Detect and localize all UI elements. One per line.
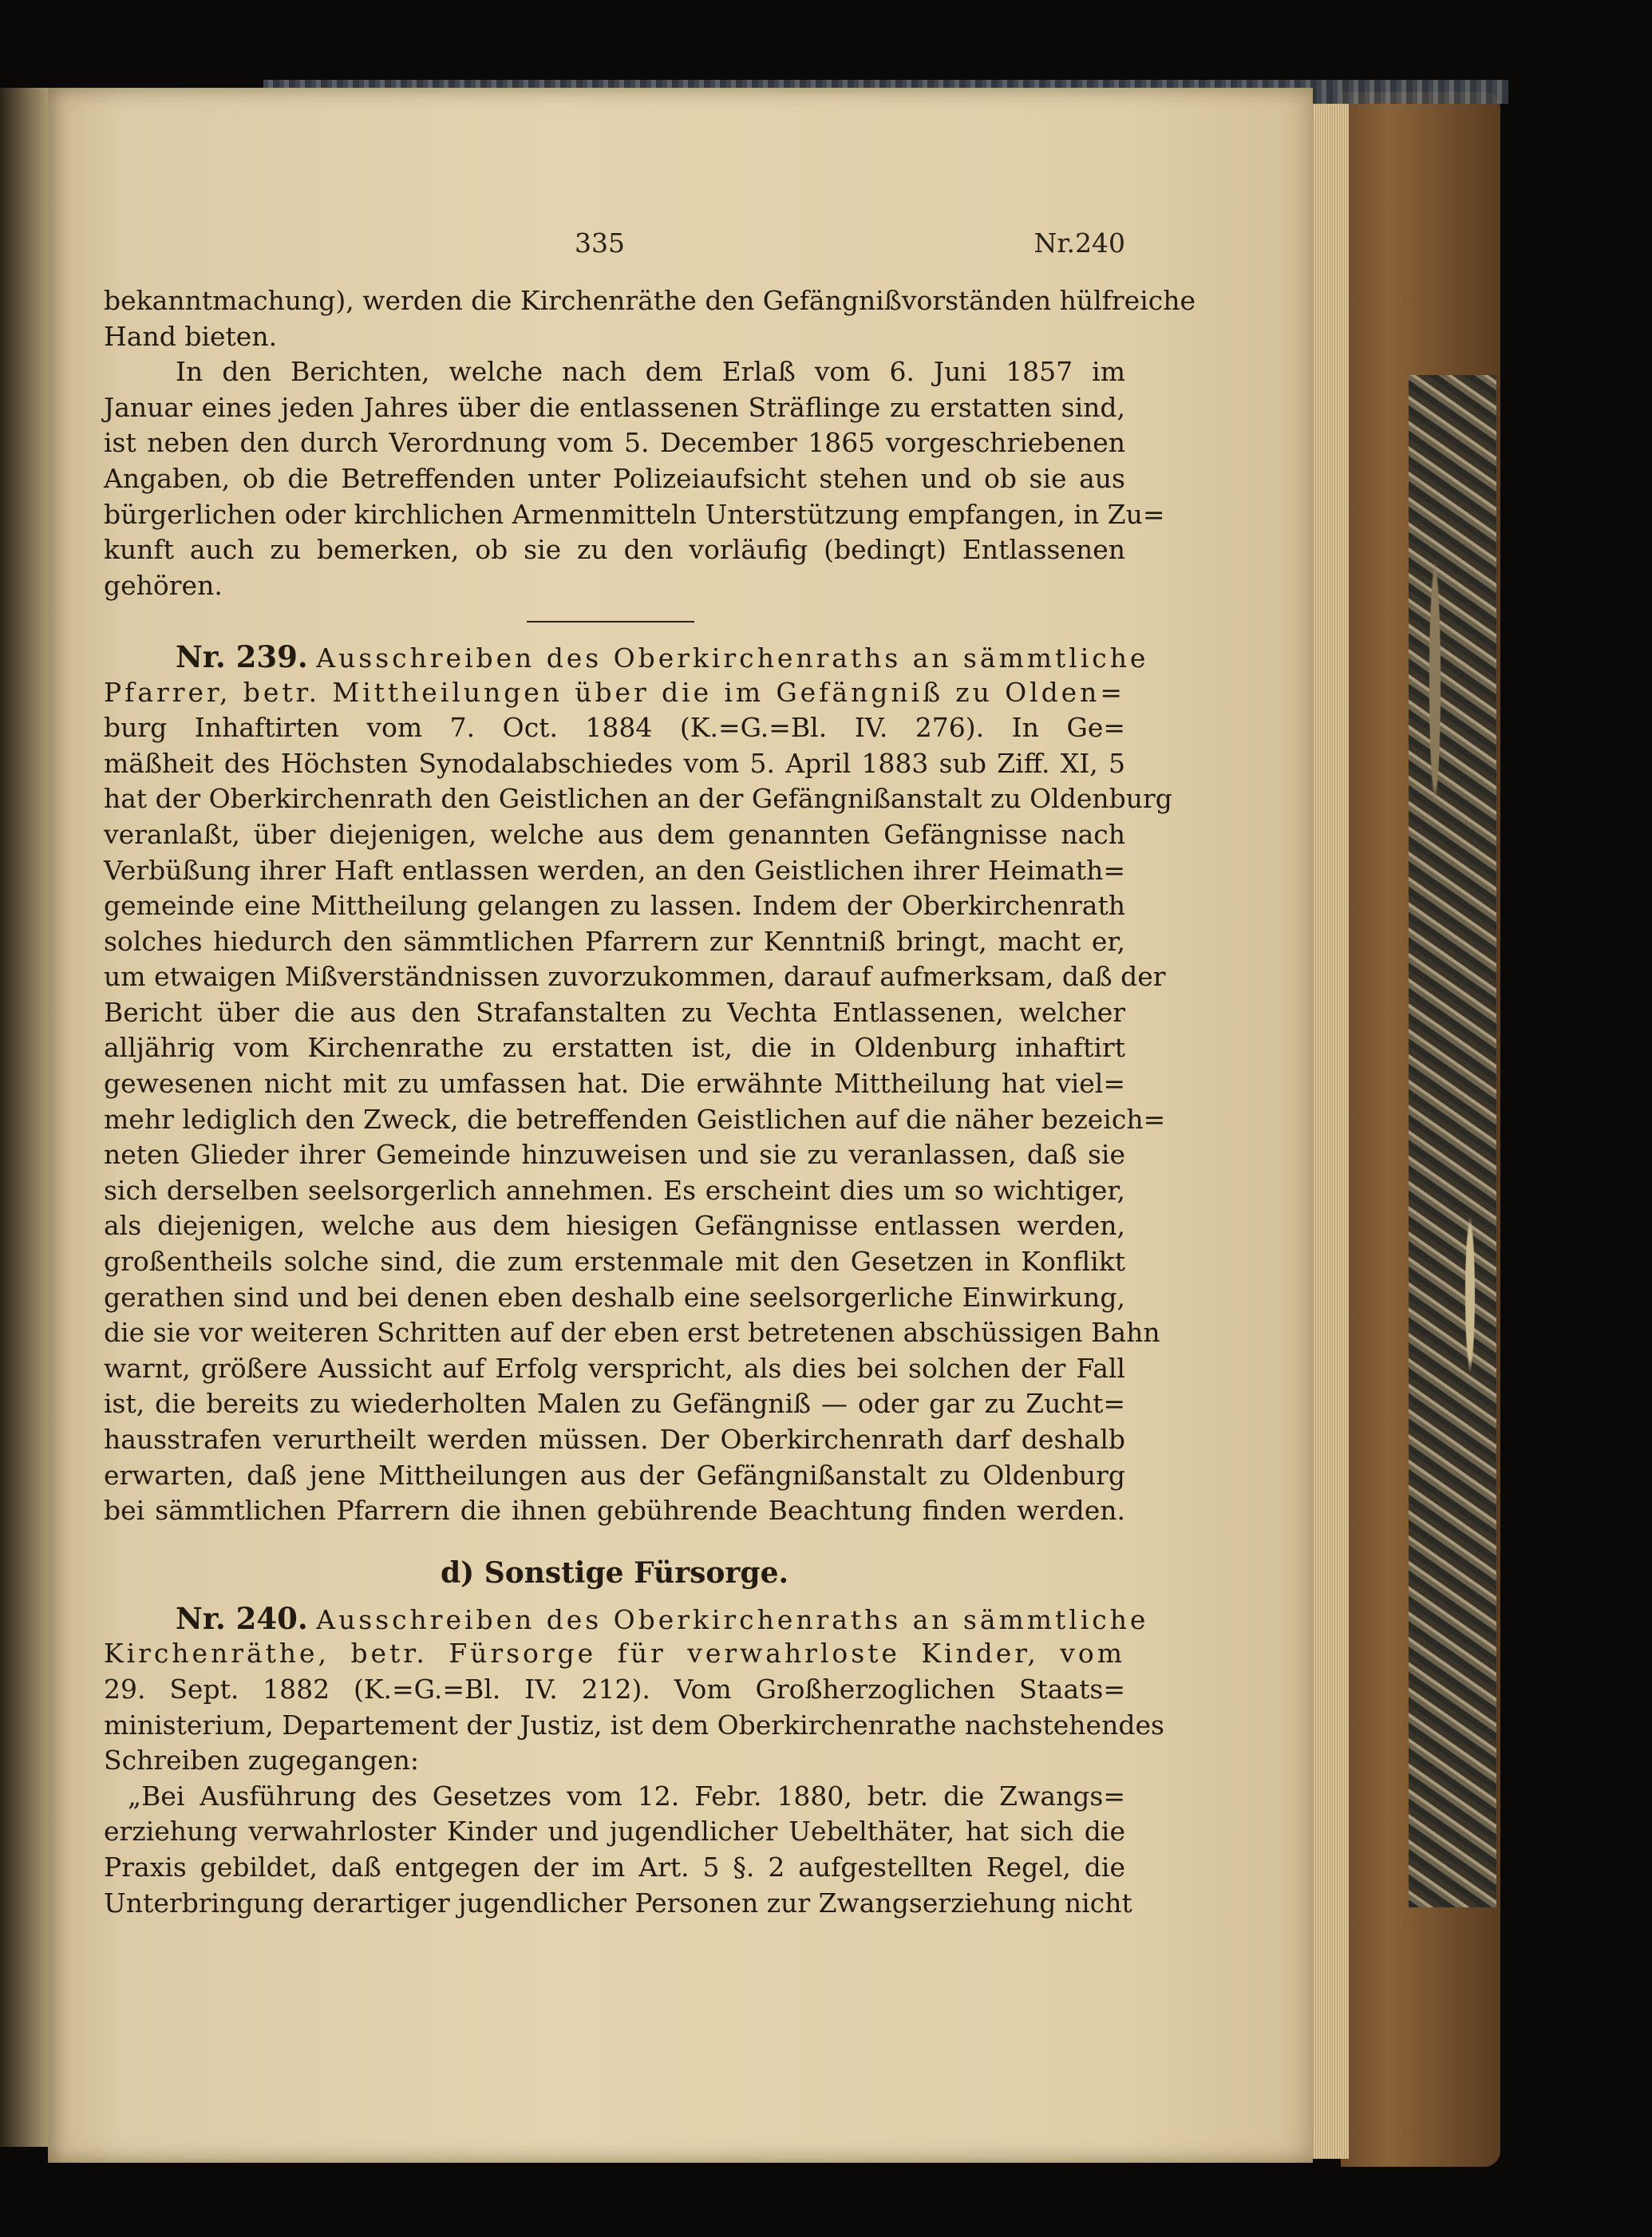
text-line: „Bei Ausführung des Gesetzes vom 12. Febr. 1880, betr. die Zwangs= (128, 1780, 1125, 1812)
text-line: um etwaigen Mißverständnissen zuvorzukommen, darauf aufmerksam, daß der (104, 961, 1166, 993)
text-line: ist neben den durch Verordnung vom 5. December 1865 vorgeschriebenen (104, 427, 1125, 459)
left-page-edge (0, 88, 48, 2147)
text-line: bürgerlichen oder kirchlichen Armenmitteln Unterstützung empfangen, in Zu= (104, 498, 1165, 530)
text-line: 29. Sept. 1882 (K.=G.=Bl. IV. 212). Vom Großherzoglichen Staats= (104, 1673, 1125, 1705)
text-line: In den Berichten, welche nach dem Erlaß vom 6. Juni 1857 im (176, 356, 1125, 388)
section-rule (104, 603, 1125, 639)
text-line: erziehung verwahrloster Kinder und jugendlicher Uebelthäter, hat sich die (104, 1816, 1125, 1848)
text-line: warnt, größere Aussicht auf Erfolg verspricht, als dies bei solchen der Fall (104, 1352, 1125, 1384)
text-line: hausstrafen verurtheilt werden müssen. Der Oberkirchenrath darf deshalb (104, 1424, 1125, 1455)
text-line: sich derselben seelsorgerlich annehmen. Es erscheint dies um so wichtiger, (104, 1174, 1125, 1206)
text-line: Angaben, ob die Betreffenden unter Polizeiaufsicht stehen und ob sie aus (104, 462, 1125, 494)
marbled-cover (1409, 375, 1496, 1907)
entry-heading-nr239 (104, 638, 1149, 675)
page-text (104, 283, 1196, 1921)
page-edges (1309, 104, 1349, 2159)
text-line: alljährig vom Kirchenrathe zu erstatten ist, die in Oldenburg inhaftirt (104, 1032, 1125, 1064)
text-line: Unterbringung derartiger jugendlicher Personen zur Zwangserziehung nicht (104, 1887, 1132, 1919)
text-line: mehr lediglich den Zweck, die betreffenden Geistlichen auf die näher bezeich= (104, 1103, 1166, 1135)
entry-number: Nr. 239. (176, 638, 308, 674)
text-line: burg Inhaftirten vom 7. Oct. 1884 (K.=G.=Bl. IV. 276). In Ge= (104, 712, 1125, 744)
running-head: Nr.240 (1033, 227, 1125, 259)
text-line: gemeinde eine Mittheilung gelangen zu lassen. Indem der Oberkirchenrath (104, 890, 1125, 922)
page-header (104, 227, 1125, 267)
text-line: solches hiedurch den sämmtlichen Pfarrern zur Kenntniß bringt, macht er, (104, 925, 1125, 957)
text-line: veranlaßt, über diejenigen, welche aus dem genannten Gefängnisse nach (104, 818, 1125, 850)
text-line: ministerium, Departement der Justiz, ist dem Oberkirchenrathe nachstehendes (104, 1709, 1164, 1741)
entry-title: Ausschreiben des Oberkirchenraths an sämmtliche (316, 1603, 1149, 1635)
text-line: hat der Oberkirchenrath den Geistlichen an der Gefängnißanstalt zu Oldenburg (104, 783, 1172, 815)
spacer (104, 1529, 1125, 1540)
page-number: 335 (575, 227, 625, 259)
text-line: gerathen sind und bei denen eben deshalb eine seelsorgerliche Einwirkung, (104, 1281, 1125, 1313)
text-line: Praxis gebildet, daß entgegen der im Art. 5 §. 2 aufgestellten Regel, die (104, 1851, 1125, 1883)
text-line: kunft auch zu bemerken, ob sie zu den vorläufig (bedingt) Entlassenen (104, 534, 1125, 566)
text-line: mäßheit des Höchsten Synodalabschiedes vom 5. April 1883 sub Ziff. XI, 5 (104, 747, 1125, 779)
text-line: bei sämmtlichen Pfarrern die ihnen gebührende Beachtung finden werden. (104, 1495, 1125, 1527)
text-line: großentheils solche sind, die zum erstenmale mit den Gesetzen in Konflikt (104, 1246, 1125, 1278)
entry-title: Ausschreiben des Oberkirchenraths an sämmtliche (316, 642, 1149, 674)
text-line: die sie vor weiteren Schritten auf der eben erst betretenen abschüssigen Bahn (104, 1317, 1160, 1349)
text-line: als diejenigen, welche aus dem hiesigen Gefängnisse entlassen werden, (104, 1210, 1125, 1242)
text-line: Verbüßung ihrer Haft entlassen werden, an den Geistlichen ihrer Heimath= (104, 854, 1125, 886)
text-line: Schreiben zugegangen: (104, 1745, 419, 1777)
text-line: gewesenen nicht mit zu umfassen hat. Die erwähnte Mittheilung hat viel= (104, 1068, 1125, 1100)
text-line: gehören. (104, 569, 223, 601)
text-line: Hand bieten. (104, 320, 278, 352)
entry-heading-nr240 (104, 1600, 1149, 1637)
text-line: Bericht über die aus den Strafanstalten zu Vechta Entlassenen, welcher (104, 996, 1125, 1028)
text-line: neten Glieder ihrer Gemeinde hinzuweisen und sie zu veranlassen, daß sie (104, 1139, 1125, 1171)
text-line: Pfarrer, betr. Mittheilungen über die im Gefängniß zu Olden= (104, 676, 1125, 708)
text-line: Januar eines jeden Jahres über die entlassenen Sträflinge zu erstatten sind, (104, 391, 1125, 423)
text-line: ist, die bereits zu wiederholten Malen zu Gefängniß — oder gar zu Zucht= (104, 1388, 1125, 1420)
text-line: erwarten, daß jene Mittheilungen aus der Gefängnißanstalt zu Oldenburg (104, 1459, 1125, 1491)
section-heading: d) Sonstige Fürsorge. (440, 1555, 789, 1590)
entry-number: Nr. 240. (176, 1600, 308, 1636)
text-line: Kirchenräthe, betr. Fürsorge für verwahrloste Kinder, vom (104, 1638, 1125, 1670)
text-line: bekanntmachung), werden die Kirchenräthe den Gefängnißvorständen hülfreiche (104, 285, 1196, 316)
